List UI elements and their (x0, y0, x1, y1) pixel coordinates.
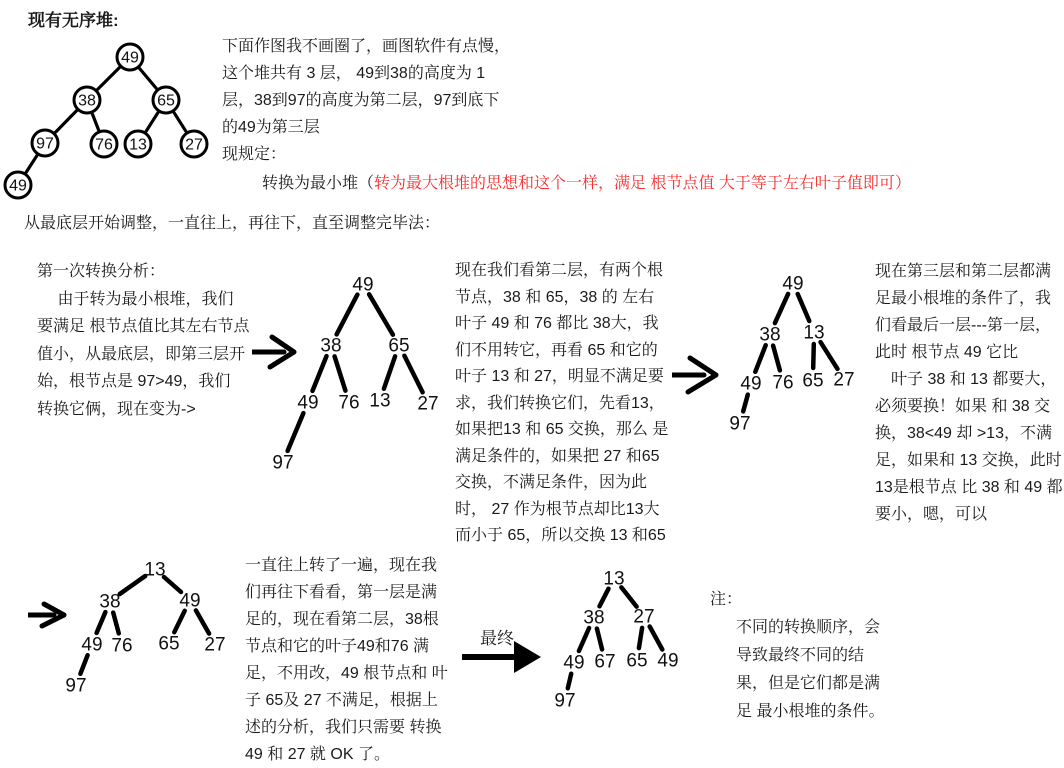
tree-edge (369, 294, 393, 334)
tree-node-label: 27 (185, 136, 203, 154)
tree-edge (80, 655, 87, 674)
tree-node-label: 49 (782, 273, 804, 295)
heap-after-second-swap-diagram (718, 268, 868, 438)
text-line: 层，38到97的高度为第二层，97到底下 (222, 92, 500, 109)
tree-node-label: 65 (626, 650, 648, 672)
text-line: 始，根节点是 97>49，我们 (37, 373, 231, 390)
tree-edge (384, 356, 395, 388)
tree-node-label: 76 (338, 392, 360, 414)
tree-node-label: 49 (81, 634, 103, 656)
text-line: 们看最后一层---第一层， (875, 317, 1051, 334)
text-line: 足，不用改，49 根节点和 叶 (245, 665, 448, 682)
tree-edge (821, 342, 838, 369)
intro-paragraph (222, 33, 510, 168)
rule-black-text: 转换为最小堆（ (262, 175, 375, 192)
tree-edge (813, 344, 814, 368)
text-line: 换，38<49 却 >13，不满 (875, 425, 1052, 442)
tree-edge (775, 294, 788, 323)
tree-edge (174, 611, 184, 632)
tree-node-label: 49 (121, 49, 139, 67)
text-line: 这个堆共有 3 层， 49到38的高度为 1 (222, 65, 486, 82)
text-line: 述的分析，我们只需要 转换 (245, 719, 442, 736)
tree-node-label: 97 (554, 690, 576, 712)
tree-edge (140, 69, 157, 89)
tree-node-label: 13 (144, 559, 166, 581)
tree-node-label: 97 (36, 135, 54, 153)
tree-edge (600, 589, 609, 607)
downward-pass-paragraph (245, 552, 448, 768)
text-line: 一直往上转了一遍，现在我 (245, 557, 438, 574)
text-line: 足，如果和 13 交换，此时 (875, 452, 1062, 469)
tree-edge (313, 356, 327, 391)
text-line: 足的，现在看第二层，38根 (245, 611, 439, 628)
tree-node-label: 27 (633, 606, 655, 628)
tree-edge (404, 356, 422, 393)
tree-node-label: 65 (802, 370, 824, 392)
tree-node-label: 38 (78, 92, 96, 110)
tree-node-label: 76 (95, 136, 113, 154)
text-line: 值小，从最底层，即第三层开 (37, 345, 246, 363)
note-title: 注： (710, 591, 743, 608)
text-line: 的49为第三层 (222, 119, 320, 136)
text-line: 叶子 38 和 13 都要大， (875, 371, 1057, 388)
tree-node-label: 97 (272, 452, 294, 474)
text-line: 满足条件的，如果把 27 和65 (455, 447, 660, 465)
tree-node-label: 38 (99, 591, 121, 613)
tree-edge (755, 345, 765, 372)
tree-edge (743, 395, 748, 412)
tree-edge (92, 114, 98, 130)
tree-edge (98, 68, 120, 90)
text-line: 节点，38 和 65，38 的 左右 (455, 288, 655, 306)
tree-node-label: 97 (65, 675, 87, 697)
text-line: 交换，不满足条件，因为此 (455, 474, 648, 491)
arrow-right-icon (672, 355, 720, 395)
text-line: 此时 根节点 49 它比 (875, 344, 1019, 361)
final-arrow-label: 最终 (480, 629, 514, 648)
text-line: 转换它俩，现在变为-> (37, 400, 196, 418)
tree-edge (639, 628, 642, 648)
tree-edge (174, 113, 186, 132)
final-arrow-right-icon (462, 638, 544, 676)
text-line: 必须要换！如果 和 38 交 (875, 398, 1051, 415)
text-line: 导致最终不同的结 (736, 647, 865, 664)
tree-node-label: 49 (352, 274, 374, 296)
heap-after-first-swap-diagram (268, 268, 448, 480)
heap-after-root-swap-diagram (60, 553, 235, 705)
tree-node-label: 27 (204, 634, 226, 656)
tree-node-label: 49 (657, 650, 679, 672)
second-layer-analysis-paragraph (455, 258, 668, 550)
tree-node-label: 13 (603, 568, 625, 590)
tree-node-label: 65 (158, 633, 180, 655)
text-line: 要满足 根节点值比其左右节点 (37, 318, 250, 335)
tree-node-label: 49 (563, 652, 585, 674)
tree-node-label: 49 (740, 373, 762, 395)
root-layer-analysis-paragraph (875, 258, 1063, 528)
tree-edge (773, 346, 780, 371)
note-paragraph (710, 586, 884, 726)
text-line: 时， 27 作为根节点却比13大 (455, 500, 660, 518)
text-line: 49 和 27 就 OK 了。 (245, 746, 390, 763)
tree-edge (196, 610, 209, 633)
text-line: 现在我们看第二层，有两个根 (455, 262, 664, 279)
tree-node-label: 38 (320, 335, 342, 357)
tree-edge (337, 295, 358, 335)
initial-heap-tree-diagram (5, 38, 220, 208)
text-line: 下面作图我不画圈了，画图软件有点慢， (222, 38, 511, 55)
text-line: 节点和它的叶子49和76 满 (245, 638, 430, 655)
first-analysis-paragraph (37, 258, 249, 423)
text-line: 13是根节点 比 38 和 49 都 (875, 479, 1063, 496)
text-line: 由于转为最小根堆，我们 (37, 290, 234, 308)
tree-node-label: 65 (388, 335, 410, 357)
text-line: 现在第三层和第二层都满 (875, 263, 1052, 280)
tree-edge (288, 413, 304, 451)
text-line: 子 65及 27 不满足，根据上 (245, 692, 438, 709)
text-line: 不同的转换顺序，会 (736, 619, 881, 636)
text-line: 要小，嗯，可以 (875, 506, 988, 523)
tree-node-label: 13 (129, 136, 147, 154)
text-line: 如果把13 和 65 交换，那么 是 (455, 421, 669, 438)
tree-node-label: 13 (369, 390, 391, 412)
tree-node-label: 13 (803, 322, 825, 344)
tree-node-label: 49 (9, 177, 27, 195)
text-line: 而小于 65，所以交换 13 和65 (455, 527, 666, 544)
tree-edge (113, 613, 119, 634)
tree-node-label: 65 (157, 92, 175, 110)
tree-edge (650, 627, 663, 650)
note-lines (710, 614, 884, 726)
tree-node-label: 38 (583, 607, 605, 629)
final-min-heap-diagram (545, 563, 690, 718)
text-line: 足 最小根堆的条件。 (736, 703, 885, 720)
text-line: 叶子 13 和 27，明显不满足要 (455, 368, 664, 385)
tree-edge (335, 356, 346, 390)
tree-edge (798, 294, 810, 321)
rule-line (262, 170, 911, 193)
tree-edge (56, 111, 77, 133)
text-line: 果，但是它们都是满 (736, 675, 881, 692)
tree-edge (26, 156, 37, 173)
tree-edge (597, 629, 602, 650)
text-line: 足最小根堆的条件了，我 (875, 290, 1052, 307)
tree-node-label: 67 (594, 651, 616, 673)
tree-node-label: 76 (111, 635, 133, 657)
tree-edge (146, 113, 158, 132)
text-line: 叶子 49 和 76 都比 38大，我 (455, 315, 659, 332)
text-line: 第一次转换分析： (37, 263, 166, 280)
text-line: 们不用转它，再看 65 和它的 (455, 341, 658, 359)
text-line: 们再往下看看，第一层是满 (245, 584, 438, 601)
method-line: 从最底层开始调整，一直往上，再往下，直至调整完毕法： (24, 215, 441, 232)
tree-edge (579, 628, 589, 651)
text-line: 求，我们转换它们，先看13， (455, 394, 665, 412)
tree-edge (120, 576, 145, 594)
tree-node-label: 27 (833, 369, 855, 391)
tree-edge (568, 674, 571, 689)
tree-node-label: 76 (772, 372, 794, 394)
tree-node-label: 49 (297, 392, 319, 414)
tree-node-label: 49 (179, 590, 201, 612)
tree-node-label: 38 (759, 324, 781, 346)
tree-node-label: 97 (729, 413, 751, 435)
tree-edge (97, 612, 106, 633)
text-line: 现规定： (222, 146, 287, 163)
rule-red-remark: 转为最大根堆的思想和这个一样，满足 根节点值 大于等于左右叶子值即可） (374, 175, 911, 192)
page-title: 现有无序堆: (28, 11, 119, 30)
tree-node-label: 27 (417, 393, 439, 415)
tree-edge (621, 587, 636, 606)
